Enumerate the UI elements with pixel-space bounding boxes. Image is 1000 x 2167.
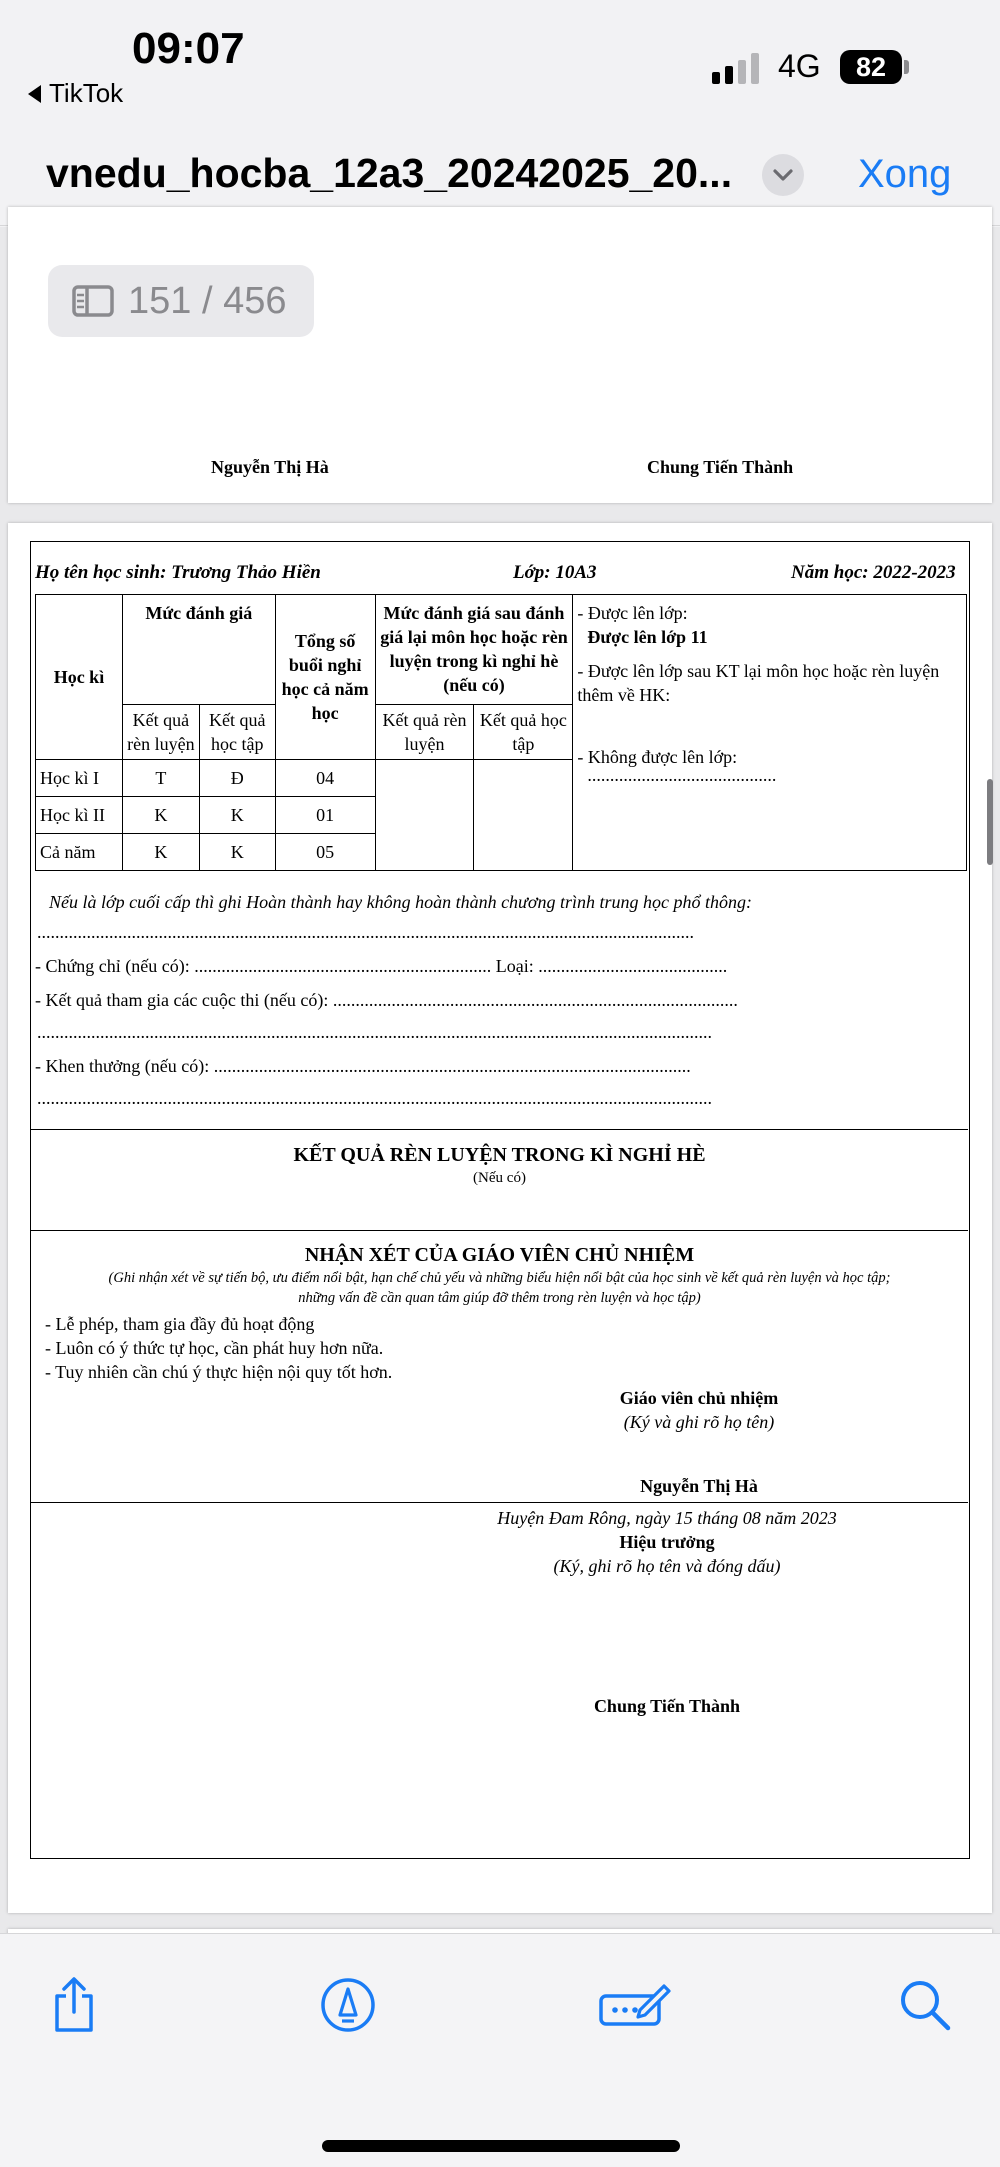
empty-cell — [474, 760, 573, 871]
study-cell: K — [199, 834, 275, 871]
place-date: Huyện Đam Rông, ngày 15 tháng 08 năm 2023 — [497, 1508, 837, 1528]
term-cell: Học kì I — [36, 760, 123, 797]
share-button[interactable] — [39, 1970, 109, 2040]
principal-role: Hiệu trưởng — [619, 1532, 715, 1552]
battery-icon — [840, 50, 902, 84]
title-menu-button[interactable] — [762, 154, 804, 196]
col-absence: Tổng số buổi nghỉ học cả năm học — [275, 595, 375, 760]
term-cell: Học kì II — [36, 797, 123, 834]
comment-item: - Luôn có ý thức tự học, cần phát huy hơn nữa. — [45, 1338, 384, 1358]
teacher-sign-hint: (Ký và ghi rõ họ tên) — [623, 1412, 775, 1432]
study-cell: K — [199, 797, 275, 834]
comment-note-2: những vấn đề cần quan tâm giúp đỡ thêm trong rèn luyện và học tập) — [298, 1290, 701, 1306]
col-term: Học kì — [36, 595, 123, 760]
study-cell: Đ — [199, 760, 275, 797]
promo-not-allowed-dots: .......................................... — [587, 765, 777, 785]
col-after-summer: Mức đánh giá sau đánh giá lại môn học hoặc rèn luyện trong kì nghỉ hè (nếu có) — [375, 595, 573, 705]
previous-page — [8, 207, 992, 503]
home-indicator[interactable] — [322, 2140, 680, 2152]
sub-conduct-2: Kết quả rèn luyện — [375, 705, 474, 760]
battery-tip — [904, 60, 909, 74]
report-frame — [30, 541, 970, 1859]
dotted-line: ...................................................................................................................................................... — [37, 1022, 712, 1042]
status-time: 09:07 — [132, 24, 245, 73]
document-title[interactable]: vnedu_hocba_12a3_20242025_20... — [46, 150, 733, 196]
teacher-role: Giáo viên chủ nhiệm — [619, 1388, 779, 1408]
class-label: Lớp: 10A3 — [513, 562, 597, 583]
teacher-name: Nguyễn Thị Hà — [640, 1476, 758, 1496]
cellular-signal-icon — [712, 52, 759, 84]
contest-line: - Kết quả tham gia các cuộc thi (nếu có): .......................................................................................... — [35, 990, 738, 1010]
certificate-line: - Chứng chỉ (nếu có): .................................................................. Loại: .......................................... — [35, 956, 728, 976]
award-line: - Khen thưởng (nếu có): .......................................................................................................... — [35, 1056, 691, 1076]
dotted-line: .................................................................................................................................................. — [37, 922, 694, 942]
battery-level: 82 — [855, 52, 887, 82]
principal-name: Chung Tiến Thành — [593, 1696, 741, 1716]
comment-item: - Tuy nhiên cần chú ý thực hiện nội quy tốt hơn. — [45, 1362, 393, 1382]
back-app-label: TikTok — [49, 78, 124, 108]
conduct-cell: T — [122, 760, 199, 797]
scrollbar[interactable] — [987, 779, 993, 865]
results-table — [35, 594, 967, 871]
comment-title: NHẬN XÉT CỦA GIÁO VIÊN CHỦ NHIỆM — [304, 1244, 695, 1266]
promo-not-allowed: - Không được lên lớp: — [577, 747, 738, 767]
note-final-year: Nếu là lớp cuối cấp thì ghi Hoàn thành hay không hoàn thành chương trình trung học phổ thông: — [49, 892, 752, 912]
conduct-cell: K — [122, 797, 199, 834]
promotion-cell — [573, 595, 967, 871]
share-icon — [49, 1976, 99, 2034]
search-icon — [897, 1977, 953, 2033]
summer-subtitle: (Nếu có) — [473, 1170, 526, 1186]
markup-icon — [320, 1977, 376, 2033]
comment-note-1: (Ghi nhận xét về sự tiến bộ, ưu điểm nổi bật, hạn chế chủ yếu và những biểu hiện nổi bật của học sinh về kết quả rèn luyện và học tập; — [108, 1270, 891, 1286]
markup-button[interactable] — [313, 1970, 383, 2040]
col-assessment: Mức đánh giá — [122, 595, 275, 705]
principal-sign-hint: (Ký, ghi rõ họ tên và đóng dấu) — [553, 1556, 781, 1576]
status-bar — [0, 0, 1000, 130]
dotted-line: ...................................................................................................................................................... — [37, 1088, 712, 1108]
sub-conduct: Kết quả rèn luyện — [122, 705, 199, 760]
prev-signer-left: Nguyễn Thị Hà — [211, 457, 329, 477]
promo-allowed-value: Được lên lớp 11 — [587, 627, 708, 647]
page-indicator-label: 151 / 456 — [128, 279, 287, 322]
current-page — [8, 523, 992, 1913]
term-cell: Cả năm — [36, 834, 123, 871]
chevron-down-icon — [772, 168, 794, 182]
sidebar-icon — [72, 285, 114, 317]
back-to-app-link[interactable] — [28, 78, 123, 109]
fill-sign-button[interactable] — [598, 1970, 672, 2040]
page-indicator[interactable] — [48, 265, 314, 337]
divider — [31, 1230, 968, 1231]
summer-title: KẾT QUẢ RÈN LUYỆN TRONG KÌ NGHỈ HÈ — [293, 1144, 706, 1166]
absence-cell: 01 — [275, 797, 375, 834]
promo-after-retest: - Được lên lớp sau KT lại môn học hoặc rèn luyện thêm về HK: — [577, 661, 940, 705]
divider — [31, 1502, 968, 1503]
prev-signer-right: Chung Tiến Thành — [647, 457, 794, 477]
absence-cell: 04 — [275, 760, 375, 797]
sub-study-2: Kết quả học tập — [474, 705, 573, 760]
network-type: 4G — [778, 48, 821, 84]
conduct-cell: K — [122, 834, 199, 871]
student-name: Họ tên học sinh: Trương Thảo Hiền — [35, 562, 321, 583]
done-button[interactable]: Xong — [858, 152, 952, 196]
bottom-toolbar — [0, 1933, 1000, 2167]
document-viewer[interactable] — [0, 227, 1000, 1933]
back-triangle-icon — [28, 85, 41, 103]
sub-study: Kết quả học tập — [199, 705, 275, 760]
promo-allowed: - Được lên lớp: — [577, 603, 688, 623]
comment-item: - Lễ phép, tham gia đầy đủ hoạt động — [45, 1314, 315, 1334]
empty-cell — [375, 760, 474, 871]
absence-cell: 05 — [275, 834, 375, 871]
divider — [31, 1129, 968, 1130]
search-button[interactable] — [890, 1970, 960, 2040]
edit-icon — [598, 1980, 672, 2030]
school-year: Năm học: 2022-2023 — [791, 562, 956, 583]
